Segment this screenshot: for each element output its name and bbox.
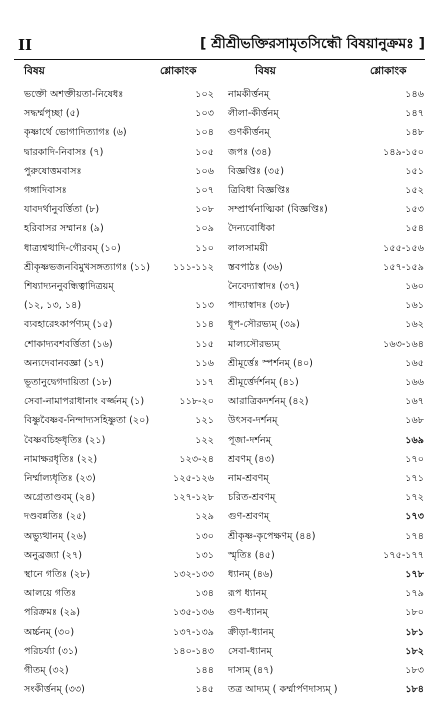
entry-topic: নির্ম্মাল্যধৃতিঃ (২৩) [24, 473, 96, 484]
entry-page: ১২২ [195, 434, 214, 446]
entry-topic: স্তবপাঠঃ (৩৬) [228, 261, 283, 273]
entry-page: ১১৬ [195, 357, 214, 369]
index-entry [228, 679, 424, 701]
entry-page: ১১৩ [195, 300, 214, 312]
entry-page: ১৫২ [405, 185, 424, 196]
entry-topic: দ্বারকাদি-নিবাসঃ (৭) [24, 146, 104, 158]
entry-page: ১৬৮ [405, 415, 424, 427]
left-page-header: শ্লোকাংক [160, 65, 197, 77]
entry-page: ১৮৩ [405, 665, 424, 676]
entry-page: ১১৪ [195, 319, 214, 331]
entry-page: ১৪৮ [405, 127, 424, 139]
entry-page: ১১৮-২০ [179, 396, 214, 408]
entry-topic: ত্রিবিধা বিজ্ঞপ্তিঃ [228, 185, 291, 196]
page-header-title: [ শ্রীশ্রীভক্তিরসামৃতসিন্ধৌ বিষয়ানুক্রমঃ ] [200, 36, 425, 52]
entry-topic: শ্রীমূর্ত্তেঃ স্পর্শনম্‌ (৪০) [228, 357, 313, 369]
entry-page: ১৬৩-১৬৪ [383, 338, 424, 350]
entry-topic: গঙ্গাদিবাসঃ [24, 185, 67, 196]
entry-page: ১০২ [195, 89, 214, 100]
entry-page: ১৭১ [405, 473, 424, 484]
entry-topic: পরিচর্য্যা (৩১) [24, 645, 78, 657]
entry-page: ১৮০ [405, 607, 424, 619]
entry-topic: স্থানে গতিঃ (২৮) [24, 569, 91, 580]
entry-topic: অর্চ্চনম্‌ (৩০) [24, 626, 75, 638]
entry-topic: লালসাময়ী [228, 242, 268, 254]
entry-topic: আলয়ে গতিঃ [24, 588, 77, 600]
entry-page: ১৩৭-১৩৯ [173, 626, 214, 638]
entry-page: ১২৭-১২৮ [173, 492, 214, 504]
entry-topic: ধূপ-সৌরভ্যম্‌ (৩৯) [228, 319, 300, 331]
entry-page: ১৪৯-১৫০ [383, 146, 424, 158]
entry-page: ১৬৯ [405, 434, 424, 446]
entry-topic: শ্রবণম্‌ (৪৩) [228, 453, 275, 465]
entry-topic: ক্রীড়া-ধ্যানম্‌ [228, 626, 274, 638]
entry-topic: দৈন্যবোধিকা [228, 223, 276, 235]
entry-topic: দাস্যম্‌ (৪৭) [228, 665, 274, 676]
left-subject-header: বিষয় [24, 65, 45, 77]
entry-page: ১৪৫ [195, 684, 214, 696]
entry-page: ১১১-১১২ [173, 261, 214, 273]
entry-page: ১৭২ [405, 492, 424, 504]
entry-topic: আরাত্রিকদর্শনম্‌ (৪২) [228, 396, 309, 408]
entry-topic: রূপ ধ্যানম্‌ [228, 588, 267, 600]
entry-page: ১০৯ [195, 223, 214, 235]
entry-topic: গুণকীর্ত্তনম্‌ [228, 127, 270, 139]
entry-page: ১৬২ [405, 319, 424, 331]
entry-topic: স্মৃতিঃ (৪৫) [228, 549, 275, 561]
entry-topic: অনুব্রজ্যা (২৭) [24, 549, 83, 561]
entry-page: ১৭৪ [405, 530, 424, 542]
entry-topic: ব্যবহারেঽকার্পণ্যম্‌ (১৫) [24, 319, 113, 331]
index-entry [24, 679, 214, 701]
entry-page: ১৫৫-১৫৬ [383, 242, 424, 254]
entry-topic: নাম-শ্রবণম্‌ [228, 473, 269, 484]
entry-topic: অন্যদেবানবজ্ঞা (১৭) [24, 357, 104, 369]
entry-page: ১৭৫-১৭৭ [383, 549, 424, 561]
entry-topic: শ্রীমূর্ত্তের্দর্শনম্‌ (৪১) [228, 377, 299, 388]
entry-topic: (১২, ১৩, ১৪) [24, 300, 82, 312]
entry-topic: বিষ্ণুবৈষ্ণব-নিন্দাদ্যসহিষ্ণুতা (২০) [24, 415, 150, 427]
entry-page: ১১০ [195, 242, 214, 254]
entry-page: ১৬১ [405, 300, 424, 312]
entry-page: ১১৫ [195, 338, 214, 350]
entry-page: ১৫৭-১৫৯ [383, 261, 424, 273]
entry-page: ১৭৮ [405, 569, 424, 580]
entry-topic: সংকীর্ত্তনম্‌ (৩৩) [24, 684, 85, 696]
entry-page: ১৫৩ [405, 204, 424, 216]
entry-page: ১৬৫ [405, 357, 424, 369]
entry-topic: মাল্যসৌরভ্যম্‌ [228, 338, 280, 350]
entry-page: ১২৫-১২৬ [173, 473, 214, 484]
entry-page: ১০৬ [195, 165, 214, 177]
entry-page: ১৪০-১৪৩ [173, 645, 214, 657]
entry-page: ১৩২-১৩৩ [173, 569, 214, 580]
entry-page: ১৪৬ [405, 89, 424, 100]
page-number: II [18, 36, 33, 54]
entry-topic: দণ্ডবন্নতিঃ (২৫) [24, 511, 87, 523]
entry-topic: শিষ্যাদ্যননুবন্ধিত্বাদিত্রয়ম্‌ [24, 281, 114, 292]
entry-page: ১৫৪ [405, 223, 424, 235]
entry-topic: সেবা-ধ্যানম্‌ [228, 645, 272, 657]
entry-topic: হরিবাসর সম্মানঃ (৯) [24, 223, 104, 235]
right-page-header: শ্লোকাংক [370, 65, 407, 77]
entry-topic: লীলা-কীর্ত্তনম্‌ [228, 108, 279, 120]
entry-topic: শোকাদ্যবশবর্ত্তিতা (১৬) [24, 338, 113, 350]
entry-topic: গীতম্‌ (৩২) [24, 665, 69, 676]
header-rule [14, 59, 425, 60]
entry-topic: জপঃ (৩৪) [228, 146, 272, 158]
entry-topic: পূজা-দর্শনম্‌ [228, 434, 272, 446]
entry-topic: ভক্তৌ অশক্তীয়তা-নিষেধঃ [24, 89, 124, 100]
entry-topic: ধাত্র্যশ্বত্থাদি-গৌরবম্‌ (১০) [24, 242, 121, 254]
entry-topic: নামকীর্ত্তনম্‌ [228, 89, 270, 100]
entry-page: ১০৮ [195, 204, 214, 216]
entry-page: ১৪৭ [405, 108, 424, 120]
entry-page: ১৫১ [405, 165, 424, 177]
entry-topic: তত্র আদ্যম্‌ ( কর্ম্মার্পণদাস্যম্‌ ) [228, 684, 338, 696]
entry-topic: বৈষ্ণবচিহ্নধৃতিঃ (২১) [24, 434, 106, 446]
entry-page: ১৬৭ [405, 396, 424, 408]
entry-topic: যাবদর্থানুবর্ত্তিতা (৮) [24, 204, 100, 216]
entry-page: ১০৫ [195, 146, 214, 158]
entry-topic: পরিক্রমঃ (২৯) [24, 607, 80, 619]
entry-topic: অগ্রেতাণ্ডবম্‌ (২৪) [24, 492, 96, 504]
entry-page: ১০৪ [195, 127, 214, 139]
entry-topic: কৃষ্ণার্থে ভোগাদিত্যাগঃ (৬) [24, 127, 127, 139]
entry-topic: শ্রীকৃষ্ণ-কৃপেক্ষণম্‌ (৪৪) [228, 530, 316, 542]
entry-topic: গুণ-শ্রবণম্‌ [228, 511, 270, 523]
entry-page: ১৭৩ [405, 511, 424, 523]
entry-page: ১৭০ [405, 453, 424, 465]
entry-page: ১৪৪ [195, 665, 214, 676]
entry-topic: পুরুষোত্তমবাসঃ [24, 165, 82, 177]
entry-page: ১১৭ [195, 377, 214, 388]
entry-page: ১৮৪ [405, 684, 424, 696]
entry-page: ১৮১ [405, 626, 424, 638]
entry-topic: ধ্যানম্‌ (৪৬) [228, 569, 273, 580]
entry-topic: নামাক্ষরধৃতিঃ (২২) [24, 453, 98, 465]
entry-page: ১২৩-২৪ [179, 453, 214, 465]
entry-topic: গুণ-ধ্যানম্‌ [228, 607, 268, 619]
entry-topic: পাদ্যাস্বাদঃ (৩৮) [228, 300, 290, 312]
entry-topic: সম্প্রার্থনাত্মিকা (বিজ্ঞপ্তিঃ) [228, 204, 328, 216]
entry-page: ১৩৪ [195, 588, 214, 600]
entry-page: ১৩৫-১৩৬ [173, 607, 214, 619]
right-subject-header: বিষয় [255, 65, 276, 77]
entry-topic: সেবা-নামাপরাধানাং বর্জ্জনম্‌ (১) [24, 396, 145, 408]
entry-topic: বিজ্ঞপ্তিঃ (৩৫) [228, 165, 285, 177]
entry-page: ১৭৯ [405, 588, 424, 600]
entry-topic: অভ্যুত্থানম্‌ (২৬) [24, 530, 87, 542]
entry-page: ১৬৬ [405, 377, 424, 388]
entry-topic: শ্রীকৃষ্ণভজনবিমুখসঙ্গত্যাগঃ (১১) [24, 261, 151, 273]
entry-topic: ভূতানুদ্বেগদায়িতা (১৮) [24, 377, 112, 388]
entry-topic: সদ্ধর্ম্মপৃচ্ছা (৫) [24, 108, 80, 120]
entry-page: ১৩১ [195, 549, 214, 561]
entry-page: ১২৯ [195, 511, 214, 523]
entry-page: ১৬০ [405, 281, 424, 292]
entry-page: ১২১ [195, 415, 214, 427]
entry-topic: চরিত-শ্রবণম্‌ [228, 492, 276, 504]
entry-page: ১০৩ [195, 108, 214, 120]
entry-page: ১৩০ [195, 530, 214, 542]
entry-topic: উৎসব-দর্শনম্‌ [228, 415, 278, 427]
entry-page: ১৮২ [405, 645, 424, 657]
entry-topic: নৈবেদ্যাস্বাদঃ (৩৭) [228, 281, 300, 292]
entry-page: ১০৭ [195, 185, 214, 196]
